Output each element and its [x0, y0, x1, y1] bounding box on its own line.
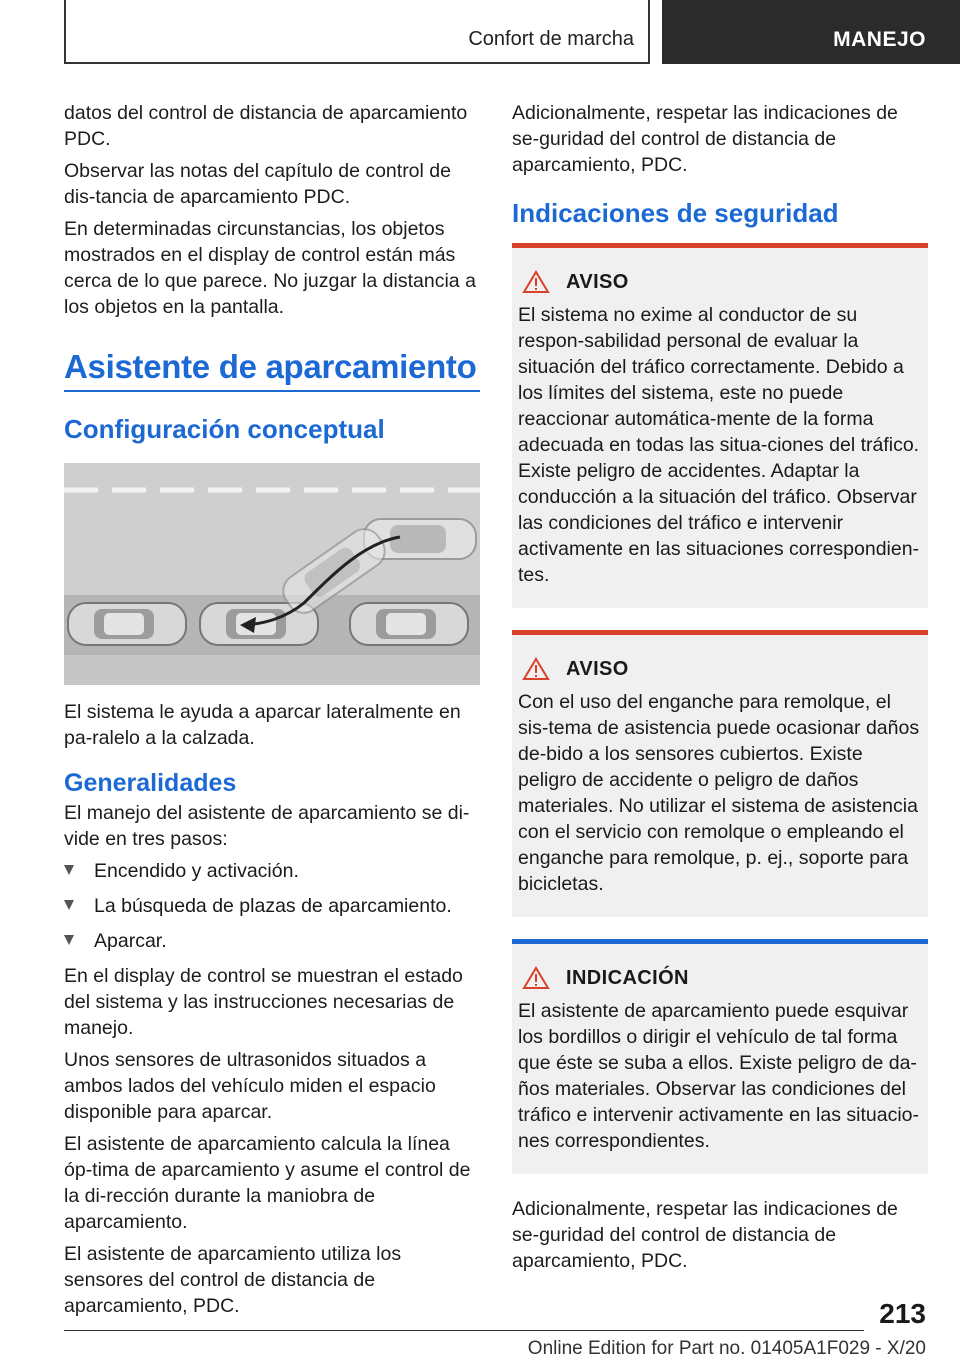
parked-car-left	[68, 603, 186, 645]
notice-title: AVISO	[566, 270, 629, 293]
header-divider	[648, 0, 650, 64]
body-paragraph-2: Unos sensores de ultrasonidos situados a ambos lados del vehículo miden el espacio disponible para aparcar.	[64, 1049, 436, 1123]
chapter-title: Asistente de aparcamiento	[64, 348, 480, 392]
header-chapter-tab	[662, 0, 960, 64]
footer-edition: Online Edition for Part no. 01405A1F029 - X/20	[527, 1338, 926, 1359]
warning-notice-2	[512, 630, 928, 917]
sidewalk	[64, 655, 480, 685]
notice-text: Con el uso del enganche para remolque, el sis-tema de asistencia puede ocasionar daños de-bido a los sensores cubiertos. Existe peligro de accidente o peligro de daños materiales. No utilizar el sistema de asistencia con el servicio con remolque o empleando el enganche para remolque, p. ej., soporte para bicicletas.	[518, 691, 920, 895]
info-notice	[512, 939, 928, 1174]
header-section-title: Confort de marcha	[468, 28, 634, 50]
notice-text: El asistente de aparcamiento puede esquivar los bordillos o dirigir el vehículo de tal forma que éste se suba a ellos. Existe peligro de da-ños materiales. Observar las condiciones del tráfico e intervenir activamente en las situacio-nes correspondientes.	[518, 1000, 920, 1152]
list-item: Encendido y activación.	[64, 858, 480, 884]
right-column	[512, 100, 928, 1280]
parking-diagram-svg	[64, 463, 480, 685]
warning-triangle-icon	[522, 657, 550, 681]
general-intro: El manejo del asistente de aparcamiento se di-vide en tres pasos:	[64, 802, 470, 850]
figure-caption: El sistema le ayuda a aparcar lateralmente en pa-ralelo a la calzada.	[64, 701, 461, 749]
warning-triangle-icon	[522, 270, 550, 294]
header-chapter-label: MANEJO	[833, 28, 926, 51]
triangle-bullet-icon	[64, 900, 74, 910]
right-bottom-paragraph: Adicionalmente, respetar las indicaciones de se-guridad del control de distancia de aparcamiento, PDC.	[512, 1198, 898, 1272]
list-item: Aparcar.	[64, 928, 480, 954]
body-paragraph-1: En el display de control se muestran el estado del sistema y las instrucciones necesarias de manejo.	[64, 965, 463, 1039]
right-top-paragraph: Adicionalmente, respetar las indicaciones de se-guridad del control de distancia de aparcamiento, PDC.	[512, 102, 898, 176]
body-paragraph-4: El asistente de aparcamiento utiliza los sensores del control de distancia de aparcamiento, PDC.	[64, 1243, 402, 1317]
intro-paragraph-1: datos del control de distancia de aparcamiento PDC.	[64, 102, 468, 150]
subsection-title: Generalidades	[64, 769, 237, 797]
warning-notice-1	[512, 243, 928, 608]
parking-illustration	[64, 463, 480, 685]
list-item: La búsqueda de plazas de aparcamiento.	[64, 893, 480, 919]
steps-list	[64, 858, 480, 954]
body-paragraph-3: El asistente de aparcamiento calcula la línea óp-tima de aparcamiento y asume el control de la di-rección durante la maniobra de aparcamiento.	[64, 1133, 471, 1233]
parked-car-right	[350, 603, 468, 645]
notice-title: AVISO	[566, 657, 629, 680]
safety-section-title: Indicaciones de seguridad	[512, 198, 839, 228]
intro-paragraph-3: En determinadas circunstancias, los objetos mostrados en el display de control están más cerca de lo que parece. No juzgar la distancia a los objetos en la pantalla.	[64, 218, 476, 318]
left-column	[64, 100, 480, 1325]
footer-rule	[64, 1330, 864, 1331]
header-bottom-rule	[64, 62, 650, 64]
notice-text: El sistema no exime al conductor de su respon-sabilidad personal de evaluar la situación del tráfico correctamente. Debido a los límites del sistema, este no puede reaccionar automática-mente de la forma adecuada en todas las situa-ciones del tráfico. Existe peligro de accidentes. Adaptar la conducción a la situación del tráfico. Observar las condiciones del tráfico e intervenir activamente en las situaciones correspondien-tes.	[518, 304, 920, 586]
section-title: Configuración conceptual	[64, 414, 385, 444]
warning-triangle-icon	[522, 966, 550, 990]
page-number: 213	[879, 1298, 926, 1329]
notice-title: INDICACIÓN	[566, 966, 689, 989]
header-left-rule	[64, 0, 66, 64]
triangle-bullet-icon	[64, 865, 74, 875]
intro-paragraph-2: Observar las notas del capítulo de control de dis-tancia de aparcamiento PDC.	[64, 160, 451, 208]
triangle-bullet-icon	[64, 935, 74, 945]
